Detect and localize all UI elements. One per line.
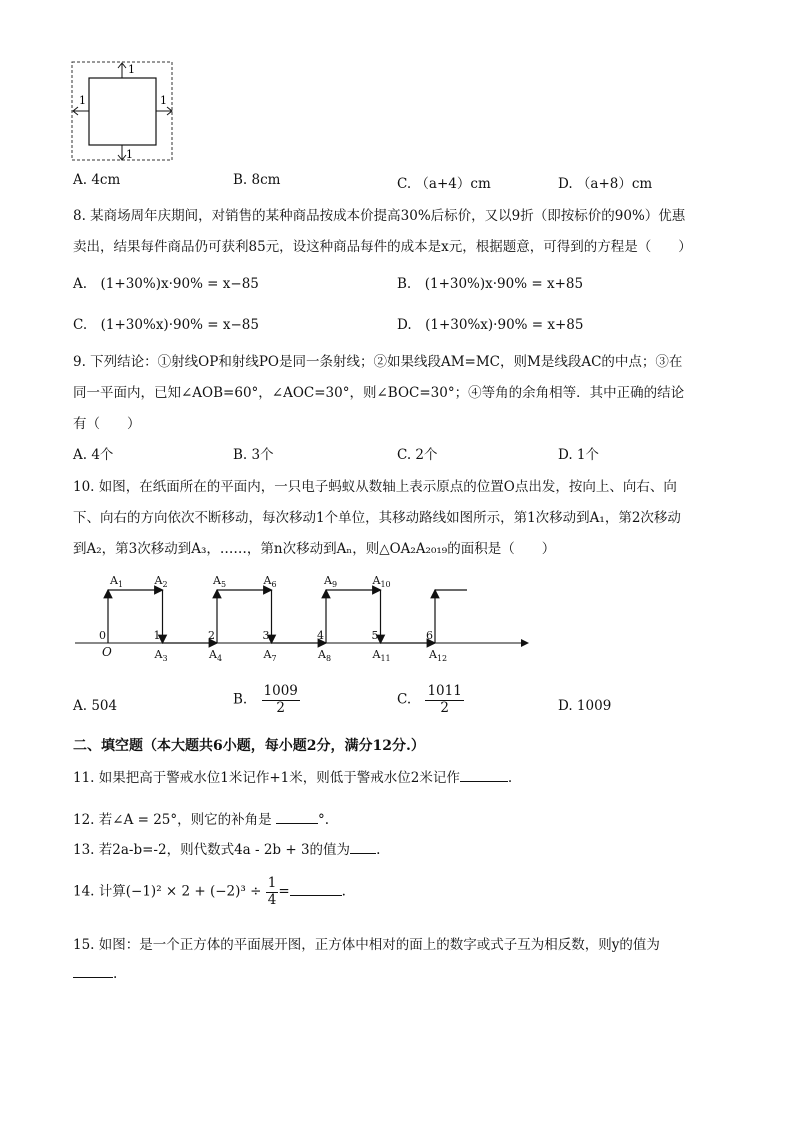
bottom-label-A11: $A_{11}$ [372, 648, 391, 663]
q12-end: °. [317, 812, 329, 828]
tick-label-4: 4 [317, 629, 324, 642]
square-figure [70, 58, 176, 164]
label-top: 1 [128, 63, 135, 76]
bottom-label-A3: $A_3$ [154, 648, 168, 663]
q8-option-b: B. (1+30%)x·90% = x+85 [397, 276, 584, 292]
q14-den: 4 [267, 891, 277, 908]
section-title: 二、填空题（本大题共6小题，每小题2分，满分12分.） [73, 738, 425, 754]
top-label-A1: $A_1$ [110, 574, 124, 589]
q15-line1: 15. 如图：是一个正方体的平面展开图，正方体中相对的面上的数字或式子互为相反数，则y的值为 [73, 937, 660, 953]
q11-end: . [507, 770, 513, 786]
bottom-label-A7: $A_7$ [263, 648, 277, 663]
q10-c-den: 2 [440, 699, 449, 716]
q9-line2: 同一平面内，已知∠AOB=60°，∠AOC=30°，则∠BOC=30°；④等角的余角相等．其中正确的结论 [73, 385, 685, 401]
q8-line2: 卖出，结果每件商品仍可获利85元，设这种商品每件的成本是x元，根据题意，可得到的方程是（ ） [73, 239, 692, 255]
q13-end: . [376, 842, 381, 858]
bottom-label-A12: $A_{12}$ [429, 648, 448, 663]
q9-option-b: B. 3个 [233, 447, 274, 463]
q14-answer-blank[interactable] [290, 882, 342, 896]
q12 [73, 808, 329, 828]
q11 [73, 766, 512, 786]
tick-label-2: 2 [208, 629, 215, 642]
q10-line3: 到A₂，第3次移动到A₃，……，第n次移动到Aₙ，则△OA₂A₂₀₁₉的面积是（ ） [73, 541, 556, 557]
q7-option-d: D. （a+8）cm [558, 176, 653, 192]
q10-option-c [397, 684, 464, 716]
tick-label-5: 5 [371, 629, 379, 642]
q8-option-d: D. (1+30%x)·90% = x+85 [397, 317, 584, 333]
q13-answer-blank[interactable] [350, 840, 376, 854]
tick-label-1: 1 [153, 629, 161, 642]
q9-option-a: A. 4个 [73, 447, 114, 463]
q12-answer-blank[interactable] [276, 810, 318, 824]
top-label-A9: $A_9$ [324, 574, 338, 589]
q8-line1: 8. 某商场周年庆期间，对销售的某种商品按成本价提高30%后标价，又以9折（即按标价的90%）优惠 [73, 208, 686, 224]
q10-b-num: 1009 [263, 683, 298, 699]
q7-option-a: A. 4cm [73, 172, 121, 188]
q15-end: . [113, 966, 118, 982]
q10-line2: 下、向右的方向依次不断移动，每次移动1个单位，其移动路线如图所示，第1次移动到A₁，第2次移动 [73, 510, 681, 526]
origin-label: O [102, 645, 112, 659]
q10-option-a: A. 504 [73, 698, 118, 714]
q10-option-b [233, 684, 300, 716]
q8-option-c: C. (1+30%x)·90% = x−85 [73, 317, 259, 333]
label-left: 1 [79, 94, 86, 107]
ant-path-figure [70, 568, 540, 668]
q15-line2 [73, 964, 117, 982]
q11-text: 11. 如果把高于警戒水位1米记作+1米，则低于警戒水位2米记作 [73, 770, 460, 786]
bottom-label-A4: $A_4$ [209, 648, 223, 663]
q15-answer-blank[interactable] [73, 964, 113, 978]
top-label-A5: $A_5$ [213, 574, 227, 589]
q10-option-c-prefix: C. [397, 691, 412, 708]
top-label-A2: $A_2$ [154, 574, 168, 589]
label-right: 1 [160, 94, 167, 107]
q8-option-a: A. (1+30%)x·90% = x−85 [73, 276, 259, 292]
q11-answer-blank[interactable] [460, 768, 508, 782]
q10-b-den: 2 [276, 699, 285, 716]
q14-fraction [266, 876, 279, 908]
q14 [73, 876, 346, 908]
bottom-label-A8: $A_8$ [318, 648, 332, 663]
q14-num: 1 [267, 875, 277, 891]
q10-option-c-fraction [425, 684, 463, 716]
label-bottom: 1 [126, 148, 133, 161]
q14-end: . [341, 883, 346, 900]
q9-option-d: D. 1个 [558, 447, 600, 463]
q9-option-c: C. 2个 [397, 447, 438, 463]
q10-c-num: 1011 [427, 683, 462, 699]
q7-option-c: C. （a+4）cm [397, 176, 491, 192]
q13-text: 13. 若2a-b=-2，则代数式4a - 2b + 3的值为 [73, 842, 351, 858]
tick-label-3: 3 [262, 629, 270, 642]
q10-option-d: D. 1009 [558, 698, 612, 714]
tick-label-0: 0 [99, 629, 106, 642]
q9-line1: 9. 下列结论：①射线OP和射线PO是同一条射线；②如果线段AM=MC，则M是线段AC的中点；③在 [73, 354, 683, 370]
q13 [73, 838, 380, 858]
top-label-A10: $A_{10}$ [372, 574, 391, 589]
q9-line3: 有（ ） [73, 416, 141, 432]
top-label-A6: $A_6$ [263, 574, 277, 589]
tick-label-6: 6 [426, 629, 433, 642]
q10-option-b-fraction [262, 684, 300, 716]
q10-line1: 10. 如图，在纸面所在的平面内，一只电子蚂蚁从数轴上表示原点的位置O点出发，按向上、向右、向 [73, 479, 677, 495]
q14-eq: = [278, 883, 290, 900]
q10-option-b-prefix: B. [233, 691, 248, 708]
q12-text: 12. 若∠A = 25°，则它的补角是 [73, 812, 272, 828]
q7-option-b: B. 8cm [233, 172, 281, 188]
q14-text: 14. 计算(−1)² × 2 + (−2)³ ÷ [73, 883, 262, 900]
